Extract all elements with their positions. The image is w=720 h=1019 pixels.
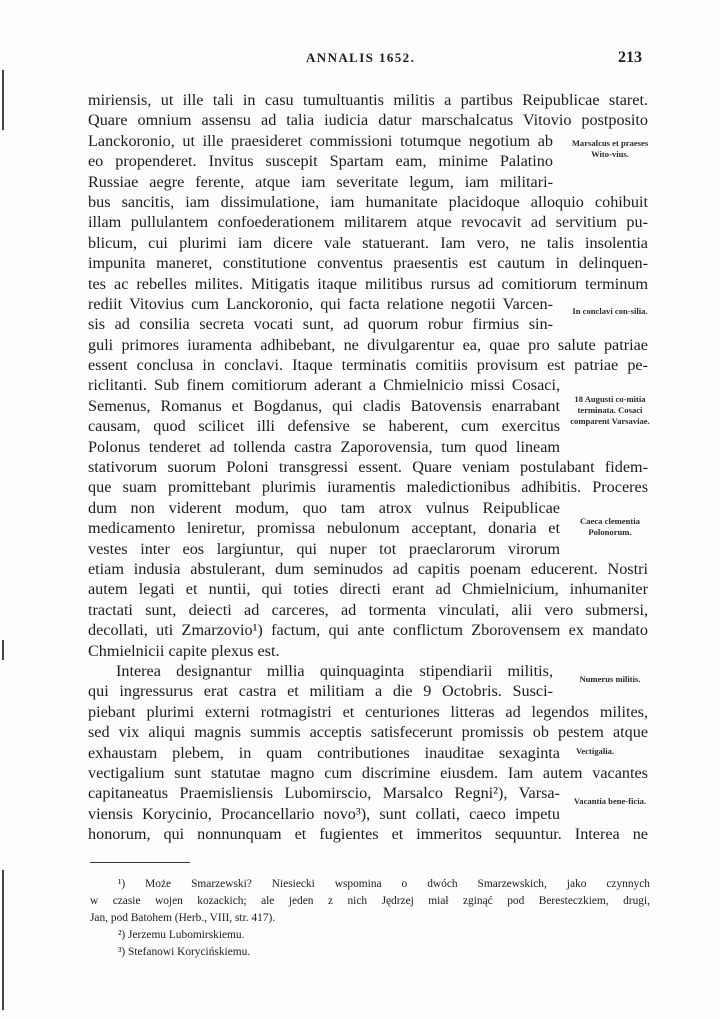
text-line: Polonus tenderet ad tollenda castra Zaporovensia, tum quod lineam: [88, 437, 560, 456]
footnote-line: w czasie wojen kozackich; ale jeden z nich Jędrzej miał zginąć pod Beresteczkiem, drugi,: [90, 895, 650, 907]
margin-note: Vectigalia.: [575, 746, 615, 756]
text-line: blicum, cui plurimi iam dicere vale statuerant. Iam vero, ne talis insolentia: [88, 233, 648, 252]
text-line: causam, quod scilicet illi defensive se haberent, cum exercitus: [88, 417, 560, 436]
text-line: essent conclusa in conclavi. Itaque terminatis comitiis provisum est patriae pe-: [88, 356, 648, 375]
text-line: honorum, qui nonnunquam et fugientes et immeritos sequuntur. Interea ne: [88, 825, 648, 844]
text-line: que suam promittebant plurimis iuramentis maledictionibus adhibitis. Proceres: [88, 478, 648, 497]
footnote-line: ³) Stefanowi Korycińskiemu.: [118, 946, 251, 958]
text-line: stativorum suorum Poloni transgressi essent. Quare veniam postulabant fidem-: [88, 458, 648, 477]
text-line: piebant plurimi externi rotmagistri et centuriones litteras ad legendos milites,: [88, 702, 648, 721]
text-line: dum non viderent modum, quo tam atrox vulnus Reipublicae: [88, 498, 560, 517]
footnote-separator: [90, 862, 190, 863]
margin-note: Marsalcus et praeses Wito-vius.: [571, 138, 649, 159]
body-text: [88, 90, 648, 844]
text-line: medicamento leniretur, promissa nebulonum acceptant, donaria et: [88, 519, 560, 538]
text-line: impunita maneret, constitutione conventus praesentis est cautum in delinquen-: [88, 254, 648, 273]
running-header: [0, 50, 720, 72]
text-line: miriensis, ut ille tali in casu tumultuantis militis a partibus Reipublicae staret.: [88, 91, 648, 109]
margin-note: In conclavi con-silia.: [572, 306, 648, 316]
margin-note: Vacantia bene-ficia.: [573, 796, 647, 806]
text-line: qui ingressurus erat castra et militiam a die 9 Octobris. Susci-: [88, 682, 553, 701]
margin-note: Caeca clementia Polonorum.: [580, 516, 640, 537]
text-line: rediit Vitovius cum Lanckoronio, qui facta relatione negotii Varcen-: [88, 294, 553, 313]
text-line: autem legati et nuntii, qui toties directi erant ad Chmielnicium, inhumaniter: [88, 580, 648, 599]
running-title: ANNALIS 1652.: [306, 50, 416, 65]
text-line: tractati sunt, deiecti ad carceres, ad tormenta vinculati, alii vero submersi,: [88, 600, 648, 619]
margin-note: Numerus militis.: [579, 674, 641, 684]
text-line: capitaneatus Praemisliensis Lubomirscio, Marsalco Regni²), Varsa-: [88, 784, 560, 803]
text-line: sed vix aliqui magnis summis acceptis satisfecerunt promissis ob pestem atque: [88, 723, 648, 742]
text-line: illam pullulantem confoederationem militarem atque revocavit ad servitium pu-: [88, 213, 648, 232]
footnote-line: ¹) Może Smarzewski? Niesiecki wspomina o dwóch Smarzewskich, jako czynnych: [118, 878, 650, 890]
footnotes: [90, 876, 650, 961]
footnote-line: Jan, pod Batohem (Herb., VIII, str. 417).: [90, 912, 276, 924]
text-line: exhaustam plebem, in quam contributiones inauditae sexaginta: [88, 743, 560, 762]
text-line: decollati, uti Zmarzovio¹) factum, qui ante conflictum Zborovensem ex mandato: [88, 621, 648, 640]
scan-edge-mark: [2, 640, 4, 660]
text-line: viensis Korycinio, Procancellario novo³), sunt collati, caeco impetu: [88, 804, 560, 823]
text-line: tes ac rebelles milites. Mitigatis itaque militibus rursus ad comitiorum terminum: [88, 274, 648, 293]
text-line: Quare omnium assensu ad talia iudicia datur marschalcatus Vitovio postposito: [88, 111, 648, 130]
text-line: guli primores iuramenta adhibebant, ne divulgarentur ea, quae pro salute patriae: [88, 335, 648, 354]
text-line: sis ad consilia secreta vocati sunt, ad quorum robur firmius sin-: [88, 315, 553, 334]
text-line: Chmielnicii capite plexus est.: [88, 641, 280, 660]
text-line: eo propenderet. Invitus suscepit Spartam eam, minime Palatino: [88, 152, 553, 171]
text-line: Semenus, Romanus et Bogdanus, qui cladis Batovensis enarrabant: [88, 396, 560, 415]
text-line: etiam indusia abstulerant, dum seminudos ad capitis poenam educerent. Nostri: [88, 559, 648, 578]
text-line: Interea designantur millia quinquaginta stipendiarii militis,: [116, 661, 553, 680]
text-line: Russiae aegre ferente, atque iam severitate legum, iam militari-: [88, 172, 553, 191]
scan-edge-mark: [2, 70, 4, 130]
text-line: riclitanti. Sub finem comitiorum aderant a Chmielnicio missi Cosaci,: [88, 376, 560, 395]
text-line: Lanckoronio, ut ille praesideret commissioni totumque negotium ab: [88, 131, 553, 150]
text-line: bus sancitis, iam dissimulatione, iam humanitate placidoque alloquio cohibuit: [88, 192, 648, 211]
footnote-line: ²) Jerzemu Lubomirskiemu.: [118, 929, 245, 941]
margin-note: 18 Augusti co-mitia terminata. Cosaci comparent Varsaviae.: [570, 394, 650, 426]
scan-edge-mark: [2, 870, 4, 1010]
page-number: 213: [618, 49, 642, 66]
text-line: vestes inter eos largiuntur, qui nuper tot praeclarorum virorum: [88, 539, 560, 558]
text-line: vectigalium sunt statutae magno cum discrimine eiusdem. Iam autem vacantes: [88, 763, 648, 782]
